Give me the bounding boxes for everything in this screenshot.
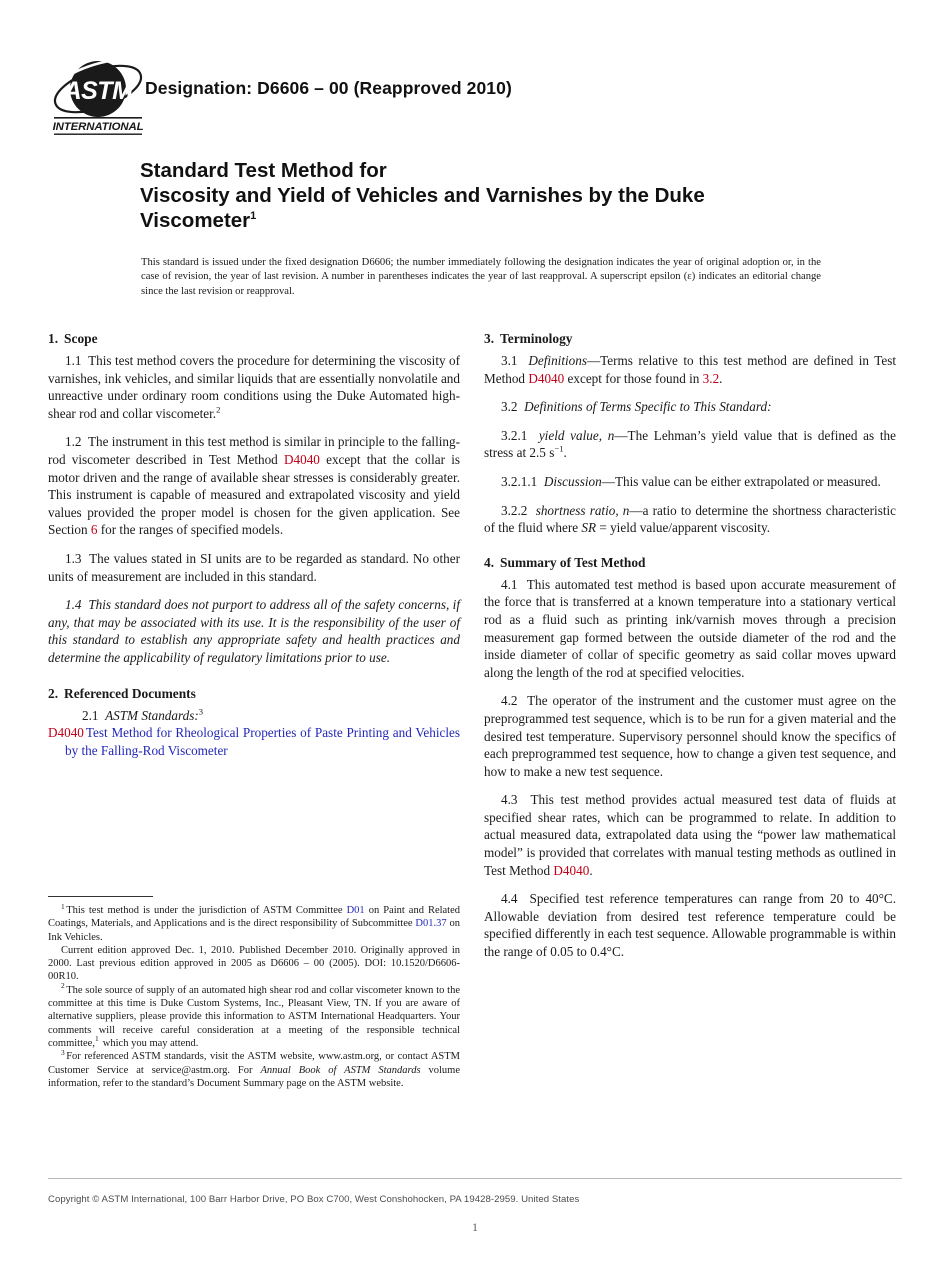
copyright-notice: Copyright © ASTM International, 100 Barr Harbor Drive, PO Box C700, West Conshohocken, PA 19428-2959. United States xyxy=(48,1194,580,1205)
title-line-3 xyxy=(140,208,840,233)
para-text-3-1-c: . xyxy=(719,370,723,386)
paragraph-3-2-2 xyxy=(484,502,896,537)
issuance-note: This standard is issued under the fixed designation D6606; the number immediately following the designation indicates the year of original adoption or, in the case of revision, the year of last revision. A number in parentheses indicates the year of last reapproval. A superscript epsilon (ε) indicates an editorial change since the last revision or reapproval. xyxy=(141,257,821,297)
footnote-2-inline-marker: 1 xyxy=(94,1034,99,1044)
para-text-3-2-1-b: . xyxy=(563,445,567,461)
footnote-1-text-c: on Ink Vehicles. xyxy=(48,918,461,943)
para-text-3-2-2-b: = yield value/apparent viscosity. xyxy=(599,520,771,536)
section-2-number: 2. xyxy=(48,685,59,701)
para-text-3-1-a: —Terms relative to this test method are defined in Test Method xyxy=(484,353,896,386)
xref-d4040[interactable]: D4040 xyxy=(283,451,320,467)
paragraph-3-2-1-1 xyxy=(484,473,896,491)
astm-logo-icon xyxy=(48,56,148,136)
section-3-heading xyxy=(484,330,896,348)
para-number-4-4: 4.4 xyxy=(501,891,518,907)
footnote-2-marker: 2 xyxy=(61,981,65,991)
term-yield-value: yield value, n xyxy=(538,427,615,443)
para-text-3-1-b: except for those found in xyxy=(567,370,700,386)
section-2-heading xyxy=(48,685,460,703)
footnote-edition-info: Current edition approved Dec. 1, 2010. Published December 2010. Originally approved in 2000. Last previous edition approved in 2005 as D6606 – 00 (2005). DOI: 10.1520/D6606-00R10. xyxy=(48,944,460,983)
title-line-2: Viscosity and Yield of Vehicles and Varnishes by the Duke xyxy=(140,184,705,207)
designation-line: Designation: D6606 – 00 (Reapproved 2010) xyxy=(145,78,512,98)
svg-text:ASTM: ASTM xyxy=(63,77,133,105)
paragraph-4-2 xyxy=(484,692,896,780)
xref-d4040-4-3[interactable]: D4040 xyxy=(553,862,590,878)
para-text-4-4: Specified test reference temperatures can range from 20 to 40°C. Allowable deviation from desired test reference temperature could be specified differently in each test sequence. Allowable programmable is within the range of 0.05 to 0.4°C. xyxy=(484,891,896,960)
paragraph-2-1 xyxy=(48,707,460,725)
footnote-3-italic-title: Annual Book of ASTM Standards xyxy=(260,1064,421,1076)
reference-item-d4040[interactable] xyxy=(48,724,460,759)
para-text-3-2-1-a: —The Lehman’s yield value that is defined as the stress at 2.5 s xyxy=(484,427,896,461)
section-4-number: 4. xyxy=(484,554,495,570)
para-text-1-2-c: for the ranges of specified models. xyxy=(100,522,284,538)
para-text-4-3-b: . xyxy=(589,862,593,878)
reference-id[interactable]: D4040 xyxy=(48,725,84,741)
section-1-heading xyxy=(48,330,460,348)
term-definitions-specific: Definitions of Terms Specific to This Standard: xyxy=(524,399,772,415)
para-number-2-1: 2.1 xyxy=(82,707,99,723)
term-definitions: Definitions xyxy=(528,353,587,368)
footnote-2 xyxy=(48,981,460,1050)
footnote-1-text-a: This test method is under the jurisdiction of ASTM Committee xyxy=(66,905,343,916)
para-number-3-1: 3.1 xyxy=(501,353,518,368)
link-committee-d01[interactable]: D01 xyxy=(346,905,365,916)
paragraph-1-3 xyxy=(48,550,460,585)
section-4-heading xyxy=(484,554,896,572)
footnote-marker-3: 3 xyxy=(198,706,204,717)
para-text-1-3: The values stated in SI units are to be regarded as standard. No other units of measurement are included in this standard. xyxy=(48,550,460,584)
para-number-1-4: 1.4 xyxy=(65,597,82,613)
para-text-1-4: This standard does not purport to address all of the safety concerns, if any, that may be associated with its use. It is the responsibility of the user of this standard to establish any appropriate safety and health practices and determine the applicability of regulatory limitations prior to use. xyxy=(48,597,460,665)
xref-d4040-3-1[interactable]: D4040 xyxy=(528,370,565,386)
section-3-title: Terminology xyxy=(500,331,573,346)
page-number: 1 xyxy=(472,1222,478,1234)
para-text-3-2-1-1: —This value can be either extrapolated or measured. xyxy=(601,473,881,489)
para-text-1-1: This test method covers the procedure for determining the viscosity of varnishes, ink vehicles, and similar liquids that are essentially nonvolatile and unreactive under ordinary room conditions using the Duke Automated high-shear rod and collar viscometer. xyxy=(48,353,461,421)
right-column xyxy=(484,330,896,961)
para-number-3-2-1: 3.2.1 xyxy=(501,427,528,443)
section-2-title: Referenced Documents xyxy=(64,685,196,701)
title-line-1: Standard Test Method for xyxy=(140,159,387,182)
footer-divider xyxy=(48,1178,902,1179)
svg-text:INTERNATIONAL: INTERNATIONAL xyxy=(52,121,144,133)
section-3-number: 3. xyxy=(484,331,495,346)
footnote-divider xyxy=(48,896,153,897)
footnote-1 xyxy=(48,901,461,944)
link-subcommittee-d0137[interactable]: D01.37 xyxy=(415,918,447,930)
para-number-4-2: 4.2 xyxy=(501,693,518,709)
footnote-2-text-a: The sole source of supply of an automated high shear rod and collar viscometer known to the committee at this time is Duke Custom Systems, Inc., Pleasant View, TN. If you are aware of alternative suppliers, please provide this information to ASTM International Headquarters. Your comments will receive careful consideration at a meeting of the responsible technical committee, xyxy=(48,984,460,1049)
para-number-4-1: 4.1 xyxy=(501,576,518,592)
footnote-3-marker: 3 xyxy=(61,1047,65,1057)
footnote-1-marker: 1 xyxy=(61,901,65,911)
paragraph-1-1 xyxy=(48,352,460,422)
para-number-1-2: 1.2 xyxy=(65,434,82,450)
footnote-1-text-b: on Paint and Related Coatings, Materials, and Applications and is the direct responsibility of Subcommittee xyxy=(48,905,461,930)
footnote-3-text-a: For referenced ASTM standards, visit the ASTM website, www.astm.org, or contact ASTM Customer Service at service@astm.org. For xyxy=(48,1051,460,1076)
paragraph-1-4 xyxy=(48,596,460,666)
symbol-sr: SR xyxy=(581,520,597,536)
xref-3-2[interactable]: 3.2 xyxy=(702,370,720,386)
section-1-title: Scope xyxy=(64,331,98,346)
para-text-1-2-b: except that the collar is motor driven and the range of available shear stresses is considerably greater. This instrument is capable of measured and extrapolated viscosity and yield values provided the proper model is chosen for the given application. See Section xyxy=(48,451,460,538)
paragraph-1-2 xyxy=(48,433,460,539)
left-column xyxy=(48,330,460,759)
footnote-marker-2: 2 xyxy=(216,404,221,415)
footnote-3-text-b: volume information, refer to the standard’s Document Summary page on the ASTM website. xyxy=(48,1064,460,1089)
title-line-3-text: Viscometer xyxy=(140,209,251,232)
exponent-minus-one: −1 xyxy=(554,443,564,454)
para-text-1-2-a: The instrument in this test method is similar in principle to the falling-rod viscometer described in Test Method xyxy=(48,434,460,467)
reference-title-link[interactable]: Test Method for Rheological Properties of Paste Printing and Vehicles by the Falling-Rod Viscometer xyxy=(65,725,460,758)
para-number-3-2-2: 3.2.2 xyxy=(501,502,528,518)
paragraph-4-3 xyxy=(484,791,896,879)
paragraph-4-1 xyxy=(484,576,896,682)
paragraph-3-1 xyxy=(484,352,896,387)
para-text-4-1: This automated test method is based upon accurate measurement of the force that is transferred at a known temperature into a stationary vertical rod as a fluid such as printing ink/varnish moves through a precision measurement gap formed between the outside diameter of the rod and the inside diameter of collar of specific geometry as said collar moves upward along the length of the rod at specified velocities. xyxy=(484,576,896,680)
term-discussion: Discussion xyxy=(543,473,602,489)
para-label-2-1: ASTM Standards: xyxy=(105,707,199,723)
title-footnote-marker: 1 xyxy=(250,210,257,223)
para-text-4-3-a: This test method provides actual measured test data of fluids at specified shear rates, which can be programmed to relate. In addition to actual measured data, extrapolated data using the “power law mathematical model” is provided that correlates with manual testing methods as outlined in Test Method xyxy=(484,792,897,878)
section-4-title: Summary of Test Method xyxy=(500,554,646,570)
page-title xyxy=(140,158,840,233)
para-number-4-3: 4.3 xyxy=(501,792,518,808)
para-number-3-2-1-1: 3.2.1.1 xyxy=(501,473,538,489)
paragraph-4-4 xyxy=(484,890,896,960)
para-number-3-2: 3.2 xyxy=(501,399,518,415)
term-shortness-ratio: shortness ratio, n xyxy=(535,502,630,518)
paragraph-3-2-1 xyxy=(484,427,896,462)
paragraph-3-2 xyxy=(484,398,896,416)
footnote-block xyxy=(48,896,460,1090)
para-number-1-3: 1.3 xyxy=(65,550,82,566)
para-text-3-2-2-a: —a ratio to determine the shortness characteristic of the fluid where xyxy=(484,502,897,536)
section-1-number: 1. xyxy=(48,331,59,346)
para-text-4-2: The operator of the instrument and the customer must agree on the preprogrammed test sequence, which is to be run for a given material and the desired test temperature. Supervisory personnel should know the specifics of each preprogrammed test sequence, how to change a given test sequence, and how to make a new test sequence. xyxy=(484,693,896,779)
xref-section-6[interactable]: 6 xyxy=(90,522,98,538)
masthead xyxy=(48,56,902,140)
footnote-2-text-b: which you may attend. xyxy=(102,1037,199,1049)
footnote-3 xyxy=(48,1047,460,1090)
para-number-1-1: 1.1 xyxy=(65,353,82,368)
